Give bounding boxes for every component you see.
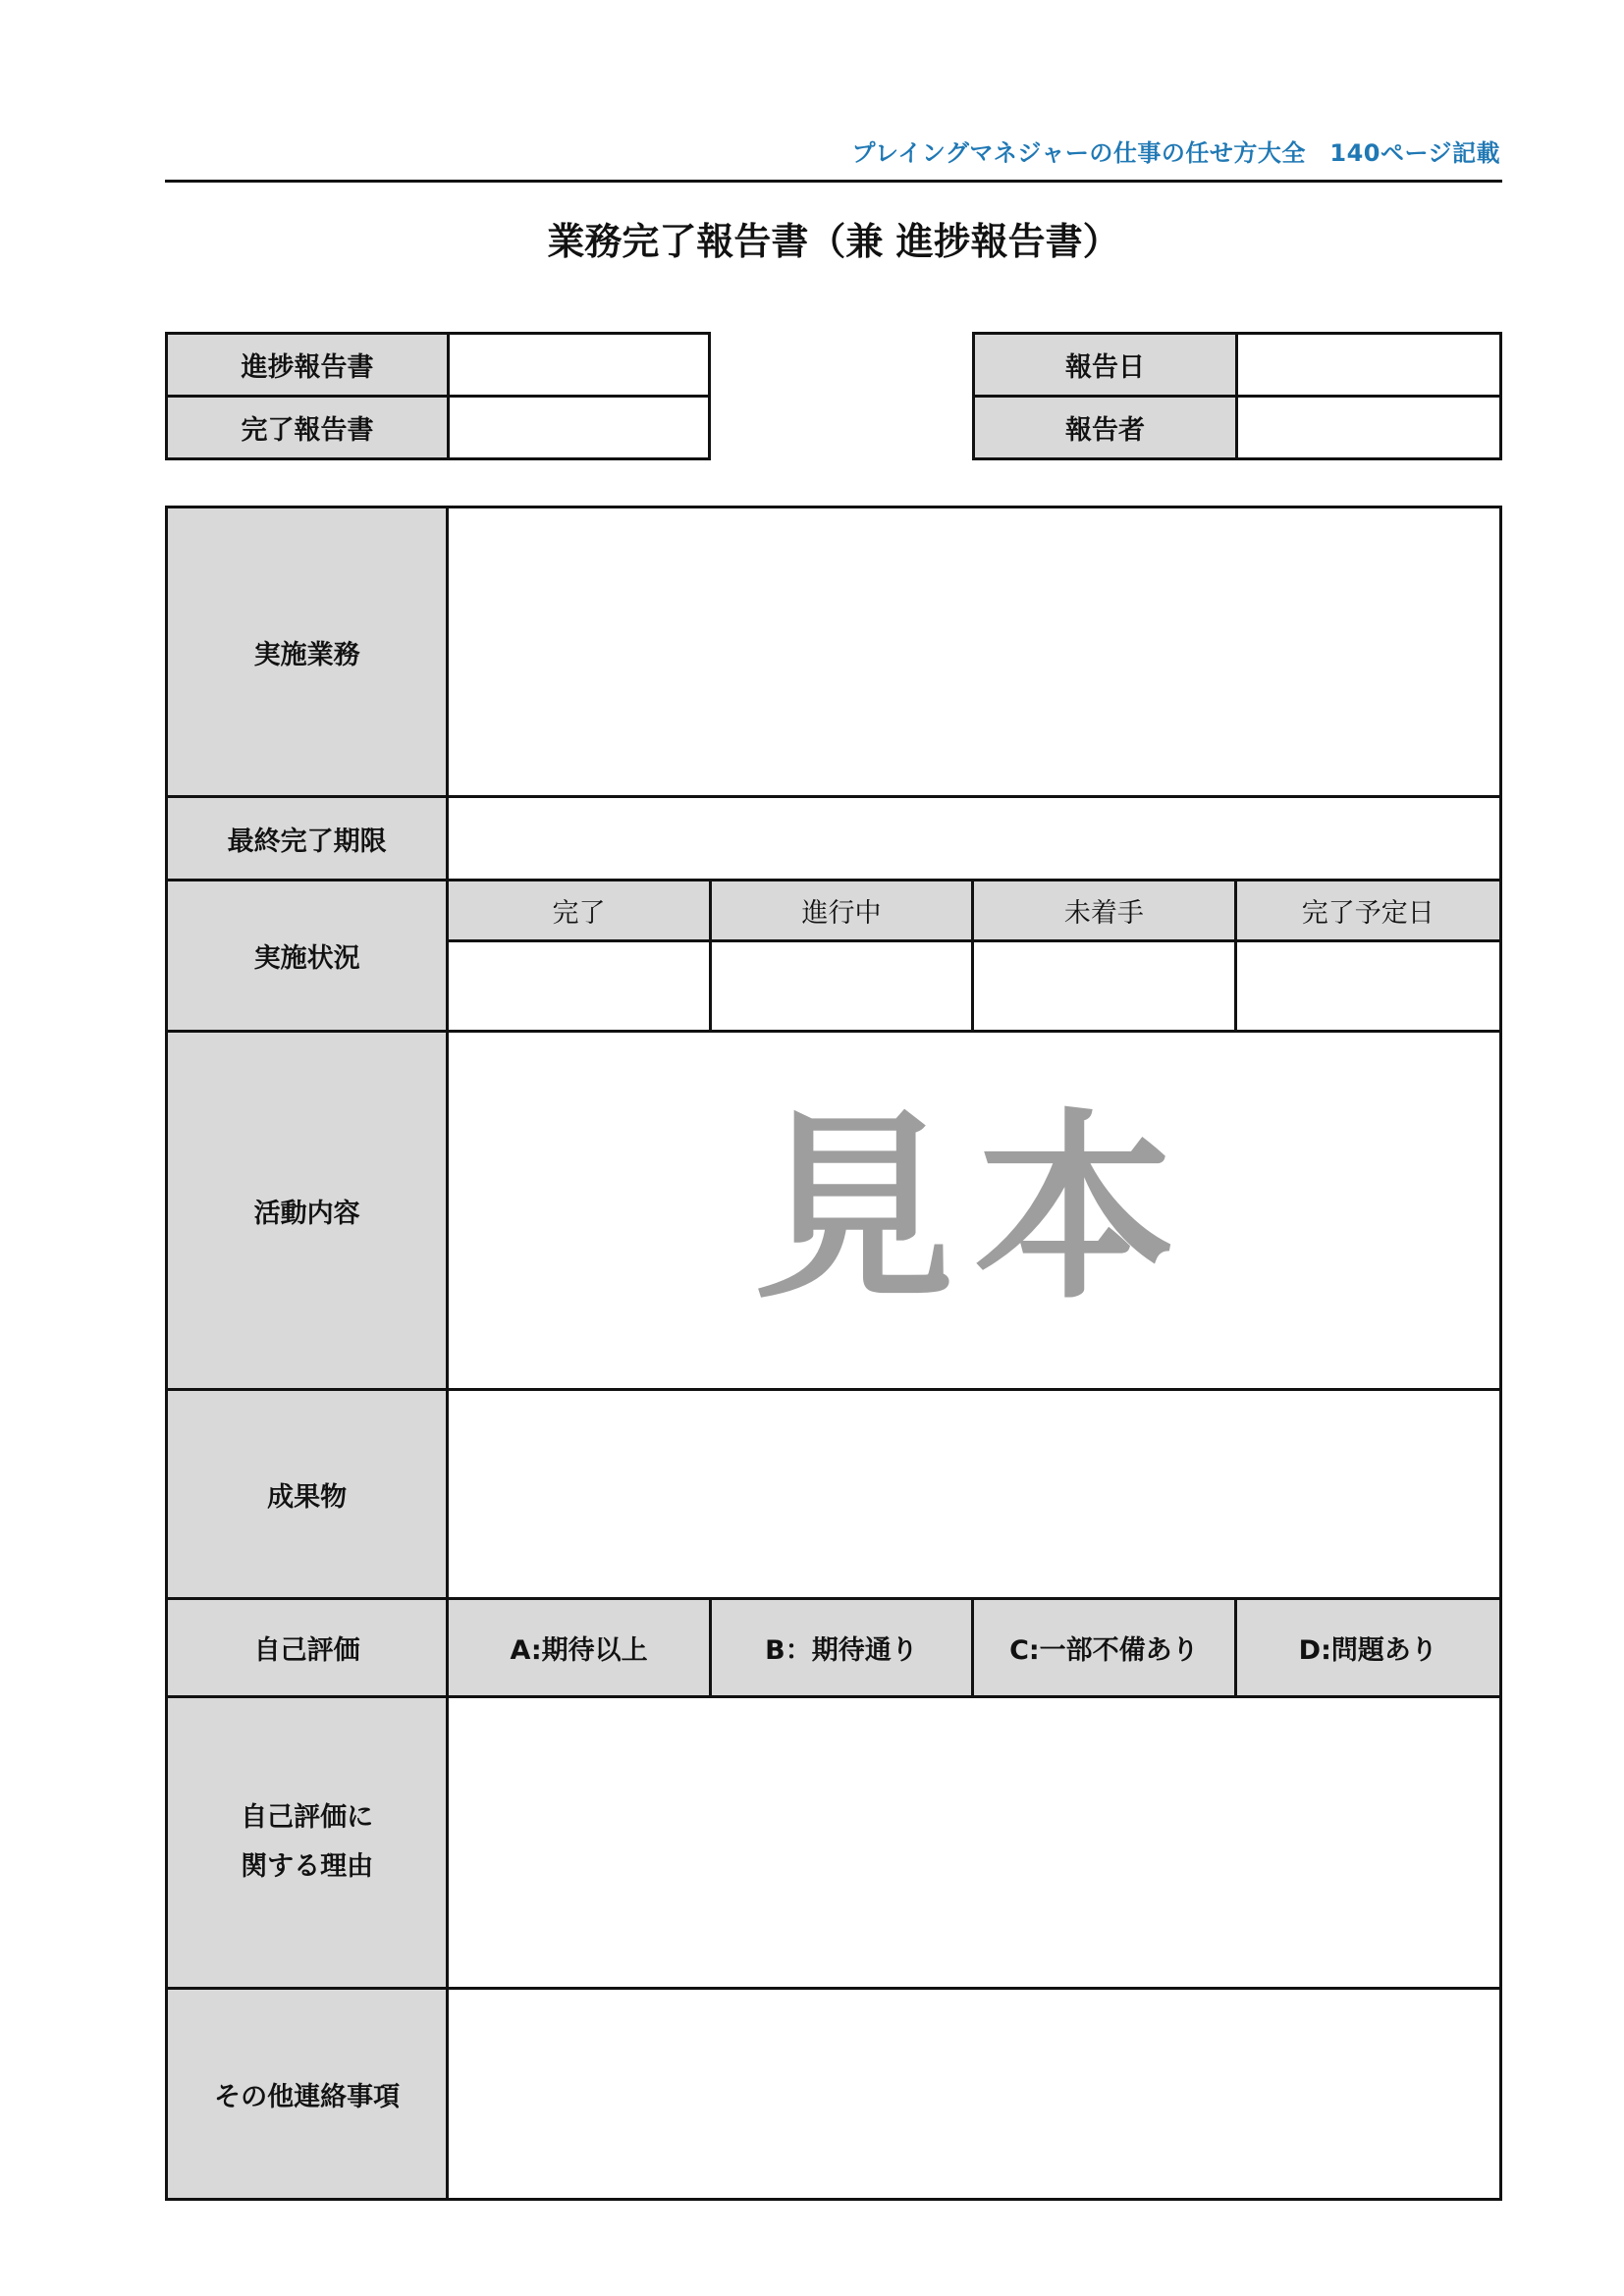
eval-reason-label-line2: 関する理由 xyxy=(241,1851,374,1882)
report-type-table xyxy=(165,332,711,460)
eval-reason-label-line1: 自己評価に xyxy=(241,1802,374,1833)
status-col-not-started: 未着手 xyxy=(973,881,1235,941)
status-col-planned-date: 完了予定日 xyxy=(1235,881,1500,941)
page-title: 業務完了報告書（兼 進捗報告書） xyxy=(547,220,1120,263)
status-planned-date-field[interactable] xyxy=(1235,941,1500,1032)
task-field[interactable] xyxy=(448,507,1501,797)
completion-report-field[interactable] xyxy=(449,397,710,459)
status-col-done: 完了 xyxy=(448,881,710,941)
activity-label: 活動内容 xyxy=(167,1032,448,1390)
status-done-field[interactable] xyxy=(448,941,710,1032)
eval-reason-field[interactable] xyxy=(448,1697,1501,1989)
self-eval-option-a[interactable]: A:期待以上 xyxy=(448,1599,710,1697)
reporter-field[interactable] xyxy=(1237,397,1501,459)
reporter-label: 報告者 xyxy=(974,397,1237,459)
status-in-progress-field[interactable] xyxy=(710,941,972,1032)
status-label: 実施状況 xyxy=(167,881,448,1032)
progress-report-field[interactable] xyxy=(449,334,710,397)
self-eval-option-d[interactable]: D:問題あり xyxy=(1235,1599,1500,1697)
source-note: プレイングマネジャーの仕事の任せ方大全 140ページ記載 xyxy=(851,139,1500,167)
task-label: 実施業務 xyxy=(167,507,448,797)
status-col-in-progress: 進行中 xyxy=(710,881,972,941)
deadline-field[interactable] xyxy=(448,797,1501,881)
header-divider xyxy=(165,180,1502,183)
self-eval-option-c[interactable]: C:一部不備あり xyxy=(973,1599,1235,1697)
deadline-label: 最終完了期限 xyxy=(167,797,448,881)
deliverables-field[interactable] xyxy=(448,1390,1501,1599)
status-not-started-field[interactable] xyxy=(973,941,1235,1032)
sample-watermark: 見本 xyxy=(753,1093,1196,1327)
deliverables-label: 成果物 xyxy=(167,1390,448,1599)
report-main-table xyxy=(165,506,1502,2201)
report-date-label: 報告日 xyxy=(974,334,1237,397)
progress-report-label: 進捗報告書 xyxy=(167,334,449,397)
other-notes-field[interactable] xyxy=(448,1989,1501,2200)
self-eval-option-b[interactable]: B：期待通り xyxy=(710,1599,972,1697)
report-meta-table xyxy=(972,332,1502,460)
other-notes-label: その他連絡事項 xyxy=(167,1989,448,2200)
activity-field[interactable] xyxy=(448,1032,1501,1390)
eval-reason-label xyxy=(167,1697,448,1989)
self-eval-label: 自己評価 xyxy=(167,1599,448,1697)
completion-report-label: 完了報告書 xyxy=(167,397,449,459)
report-date-field[interactable] xyxy=(1237,334,1501,397)
